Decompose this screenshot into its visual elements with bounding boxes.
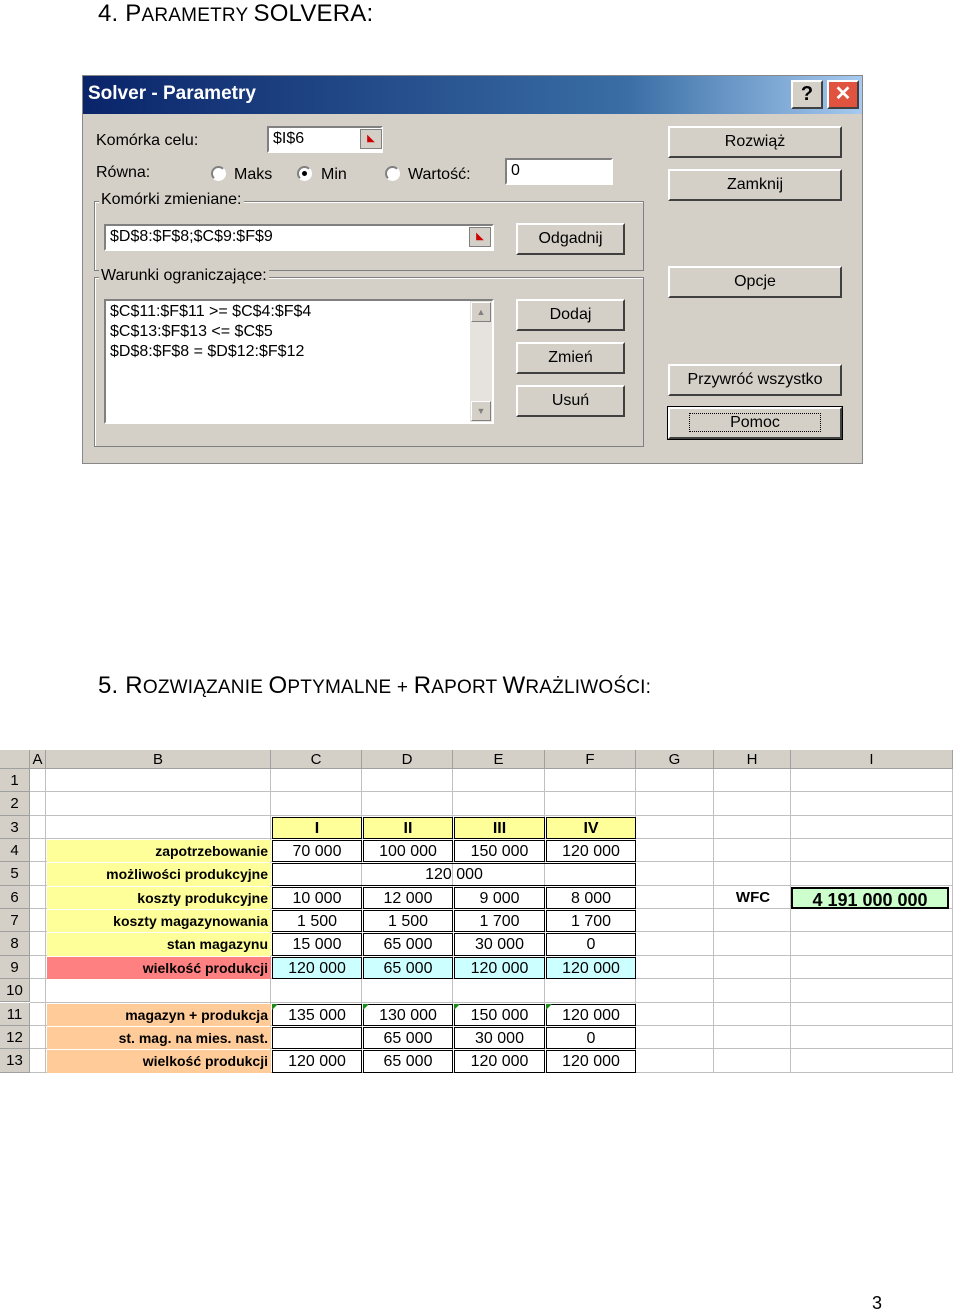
radio-max[interactable]	[211, 166, 226, 181]
radio-max-label: Maks	[234, 166, 273, 183]
radio-value-of[interactable]	[385, 166, 400, 181]
value-cell[interactable]: 120 000	[272, 1050, 362, 1072]
value-cell[interactable]: 65 000	[363, 1027, 453, 1049]
changing-cells-label: Komórki zmieniane:	[101, 191, 242, 208]
row-header[interactable]: 1	[0, 769, 30, 792]
value-cell[interactable]: 1 500	[272, 910, 362, 932]
collapse-dialog-icon[interactable]: ◣	[360, 129, 382, 149]
change-button[interactable]: Zmień	[516, 342, 625, 374]
value-cell[interactable]: 120 000	[546, 1004, 636, 1026]
row-label[interactable]: możliwości produkcyjne	[47, 863, 271, 885]
column-header[interactable]: A	[30, 750, 46, 769]
value-cell[interactable]: 1 700	[546, 910, 636, 932]
help-icon[interactable]: ?	[791, 80, 823, 109]
error-indicator-icon	[454, 1004, 460, 1010]
row-label[interactable]: st. mag. na mies. nast.	[47, 1027, 271, 1049]
row-header[interactable]: 2	[0, 792, 30, 815]
gridline	[30, 815, 953, 816]
add-button[interactable]: Dodaj	[516, 299, 625, 331]
row-header[interactable]: 9	[0, 956, 30, 979]
value-cell[interactable]: 120 000	[546, 840, 636, 862]
row-header[interactable]: 7	[0, 909, 30, 932]
scroll-down-icon[interactable]: ▼	[471, 401, 491, 421]
value-cell[interactable]: 120 000	[272, 957, 362, 979]
row-label[interactable]: magazyn + produkcja	[47, 1004, 271, 1026]
radio-min[interactable]	[297, 166, 312, 181]
value-of-input[interactable]: 0	[505, 158, 613, 185]
error-indicator-icon	[272, 1004, 278, 1010]
delete-button[interactable]: Usuń	[516, 385, 625, 417]
column-header[interactable]: B	[46, 750, 271, 769]
dialog-title: Solver - Parametry	[88, 83, 256, 104]
close-icon[interactable]: ✕	[827, 80, 859, 109]
section-heading-5: 5. ROZWIĄZANIE OPTYMALNE + RAPORT WRAŻLIWOŚCI:	[98, 672, 652, 699]
value-cell[interactable]: 65 000	[363, 957, 453, 979]
row-header[interactable]: 13	[0, 1049, 30, 1072]
row-header[interactable]: 3	[0, 816, 30, 839]
row-label[interactable]: wielkość produkcji	[47, 1050, 271, 1072]
row-label[interactable]: koszty produkcyjne	[47, 887, 271, 909]
value-cell[interactable]: 0	[546, 1027, 636, 1049]
gridline	[30, 791, 953, 792]
value-cell[interactable]: 150 000	[454, 1004, 545, 1026]
constraints-scrollbar[interactable]	[470, 301, 492, 422]
gridline	[30, 1002, 953, 1003]
value-cell[interactable]: 150 000	[454, 840, 545, 862]
help-button[interactable]: Pomoc	[668, 407, 842, 439]
value-cell[interactable]: 10 000	[272, 887, 362, 909]
value-cell[interactable]	[272, 1027, 362, 1049]
guess-button[interactable]: Odgadnij	[516, 223, 625, 255]
table-column-header[interactable]: IV	[546, 817, 636, 839]
equal-to-label: Równa:	[96, 164, 151, 181]
reset-all-button[interactable]: Przywróć wszystko	[668, 364, 842, 396]
constraint-item[interactable]: $C$11:$F$11 >= $C$4:$F$4	[110, 303, 312, 320]
row-header[interactable]: 5	[0, 862, 30, 885]
value-cell[interactable]: 65 000	[363, 933, 453, 955]
wfc-value[interactable]: 4 191 000 000	[791, 887, 949, 909]
row-label[interactable]: zapotrzebowanie	[47, 840, 271, 862]
value-cell[interactable]: 1 500	[363, 910, 453, 932]
value-cell[interactable]: 12 000	[363, 887, 453, 909]
section-heading-4: 4. PARAMETRY SOLVERA:	[98, 0, 374, 27]
value-cell[interactable]: 120 000	[546, 957, 636, 979]
value-cell[interactable]: 1 700	[454, 910, 545, 932]
target-cell-input[interactable]: $I$6	[267, 126, 383, 153]
constraints-label: Warunki ograniczające:	[101, 267, 267, 284]
solve-button[interactable]: Rozwiąż	[668, 126, 842, 158]
scroll-up-icon[interactable]: ▲	[471, 302, 491, 322]
row-label[interactable]: koszty magazynowania	[47, 910, 271, 932]
table-column-header[interactable]: II	[363, 817, 453, 839]
value-cell[interactable]: 65 000	[363, 1050, 453, 1072]
row-label[interactable]: wielkość produkcji	[47, 957, 271, 979]
error-indicator-icon	[546, 1004, 552, 1010]
page-number: 3	[871, 1293, 882, 1313]
value-cell[interactable]: 70 000	[272, 840, 362, 862]
row-label[interactable]: stan magazynu	[47, 933, 271, 955]
constraint-item[interactable]: $D$8:$F$8 = $D$12:$F$12	[110, 343, 305, 360]
value-cell[interactable]: 135 000	[272, 1004, 362, 1026]
constraints-list[interactable]	[104, 299, 494, 424]
capacity-cell[interactable]: 120 000	[272, 863, 636, 885]
value-cell[interactable]: 15 000	[272, 933, 362, 955]
value-cell[interactable]: 100 000	[363, 840, 453, 862]
radio-value-of-label: Wartość:	[408, 166, 471, 183]
value-cell[interactable]: 120 000	[454, 957, 545, 979]
table-column-header[interactable]: I	[272, 817, 362, 839]
close-button[interactable]: Zamknij	[668, 169, 842, 201]
solver-parameters-dialog	[82, 75, 863, 464]
column-header[interactable]: F	[545, 750, 636, 769]
constraint-item[interactable]: $C$13:$F$13 <= $C$5	[110, 323, 273, 340]
value-cell[interactable]: 30 000	[454, 933, 545, 955]
radio-min-label: Min	[321, 166, 347, 183]
row-header[interactable]: 8	[0, 932, 30, 955]
column-header[interactable]: C	[271, 750, 362, 769]
wfc-label[interactable]: WFC	[735, 888, 771, 906]
changing-cells-input[interactable]: $D$8:$F$8;$C$9:$F$9	[104, 224, 494, 251]
value-cell[interactable]: 9 000	[454, 887, 545, 909]
row-header[interactable]: 11	[0, 1003, 30, 1026]
row-header[interactable]: 12	[0, 1026, 30, 1049]
value-cell[interactable]: 130 000	[363, 1004, 453, 1026]
value-cell[interactable]: 8 000	[546, 887, 636, 909]
error-indicator-icon	[363, 1004, 369, 1010]
column-header[interactable]: G	[636, 750, 714, 769]
table-column-header[interactable]: III	[454, 817, 545, 839]
target-cell-label: Komórka celu:	[96, 132, 199, 149]
value-cell[interactable]: 120 000	[454, 1050, 545, 1072]
column-header[interactable]: E	[453, 750, 545, 769]
value-cell[interactable]: 0	[546, 933, 636, 955]
column-header[interactable]: I	[791, 750, 953, 769]
column-header[interactable]: H	[714, 750, 791, 769]
collapse-dialog-icon[interactable]: ◣	[469, 227, 491, 247]
select-all-corner[interactable]	[0, 750, 30, 769]
row-header[interactable]: 10	[0, 979, 30, 1002]
value-cell[interactable]: 120 000	[546, 1050, 636, 1072]
column-header[interactable]: D	[362, 750, 453, 769]
value-cell[interactable]: 30 000	[454, 1027, 545, 1049]
options-button[interactable]: Opcje	[668, 266, 842, 298]
row-header[interactable]: 6	[0, 886, 30, 909]
row-header[interactable]: 4	[0, 839, 30, 862]
dialog-titlebar[interactable]	[83, 76, 862, 114]
